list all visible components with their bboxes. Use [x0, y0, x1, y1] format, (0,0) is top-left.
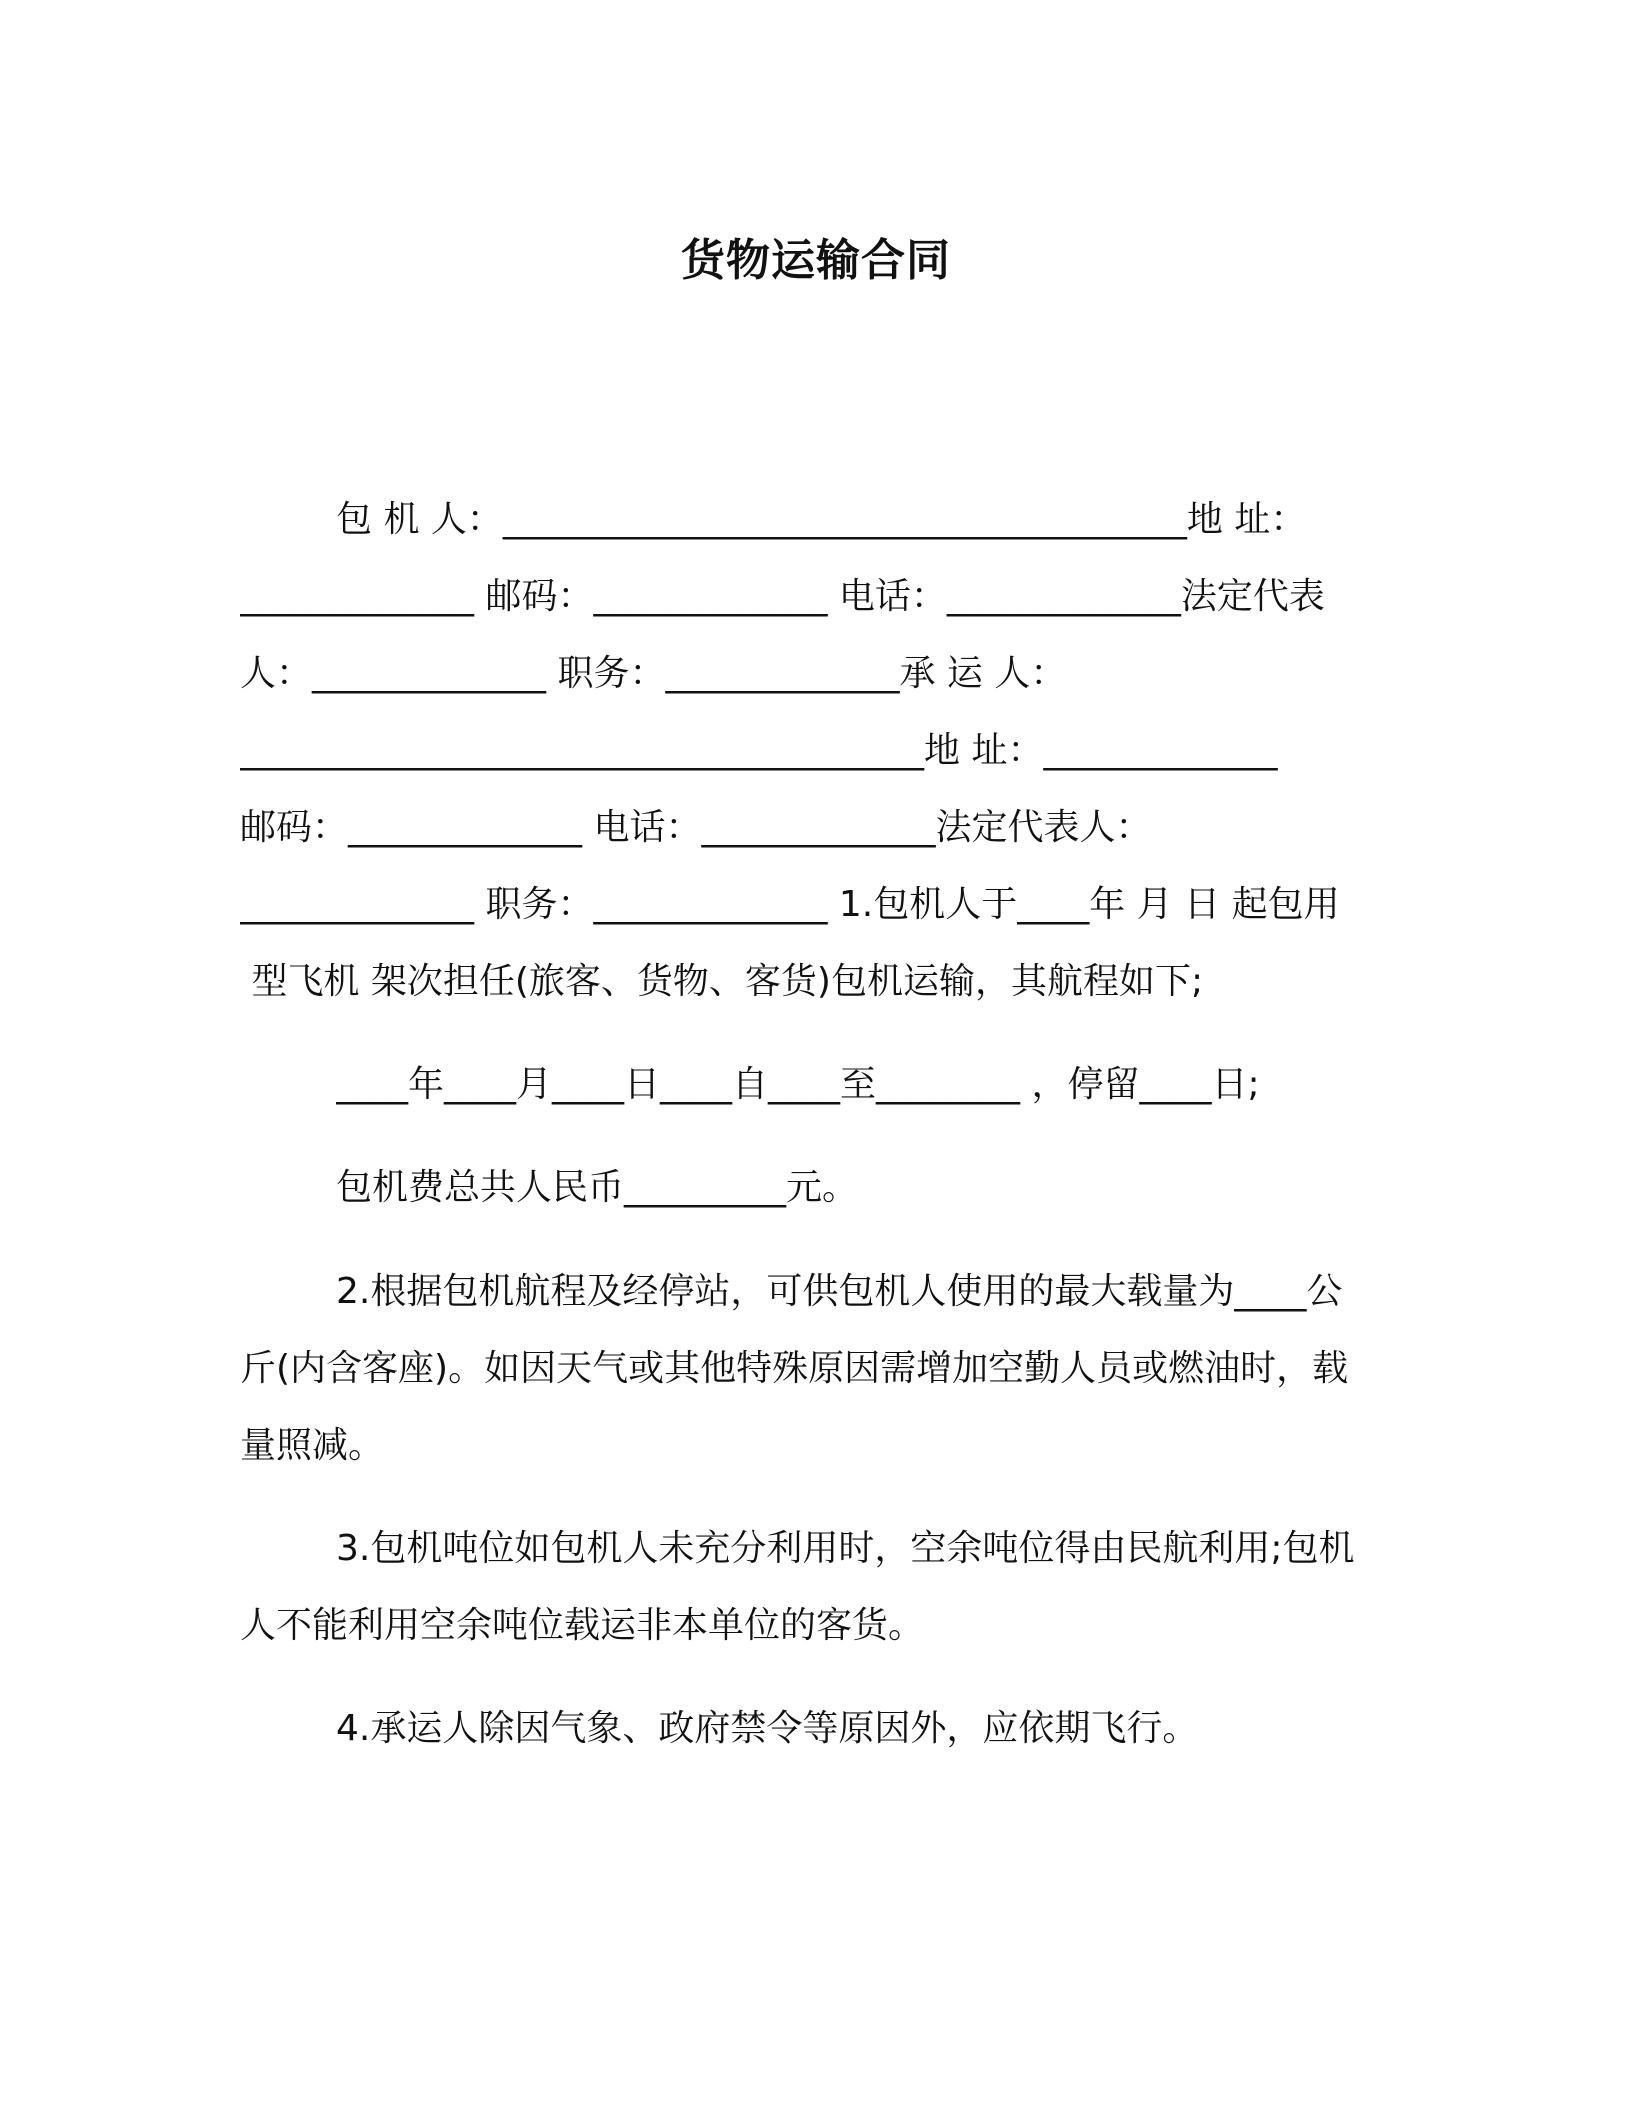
clause-4-line: 4.承运人除因气象、政府禁令等原因外，应依期飞行。 [336, 1708, 1199, 1749]
clause-1-line-2: 型飞机 架次担任(旅客、货物、客货)包机运输，其航程如下; [240, 961, 1204, 1002]
charter-fee-line: 包机费总共人民币_________元。 [336, 1167, 859, 1208]
clause-3-line-2: 人不能利用空余吨位载运非本单位的客货。 [240, 1605, 925, 1646]
document-title: 货物运输合同 [681, 235, 951, 286]
party-a-name-line: 包 机 人：______________________________________地 址： [336, 499, 1307, 540]
party-b-contact-line: 邮码：_____________ 电话：_____________法定代表人： [240, 807, 1152, 848]
clause-2-line-1: 2.根据包机航程及经停站，可供包机人使用的最大载量为____公 [336, 1271, 1343, 1312]
party-b-name-line: ______________________________________地 址：_____________ [240, 730, 1278, 771]
itinerary-line: ____年____月____日____自____至________ ，停留____日; [336, 1064, 1260, 1105]
party-a-contact-line: _____________ 邮码：_____________ 电话：_____________法定代表 [240, 576, 1325, 617]
party-a-representative-line: 人：_____________ 职务：_____________承 运 人： [240, 653, 1067, 694]
clause-3-line-1: 3.包机吨位如包机人未充分利用时，空余吨位得由民航利用;包机 [336, 1528, 1355, 1569]
clause-2-line-2: 斤(内含客座)。如因天气或其他特殊原因需增加空勤人员或燃油时，载 [240, 1348, 1349, 1389]
clause-1-line-1: _____________ 职务：_____________ 1.包机人于____年 月 日 起包用 [240, 884, 1340, 925]
clause-2-line-3: 量照减。 [240, 1425, 385, 1466]
